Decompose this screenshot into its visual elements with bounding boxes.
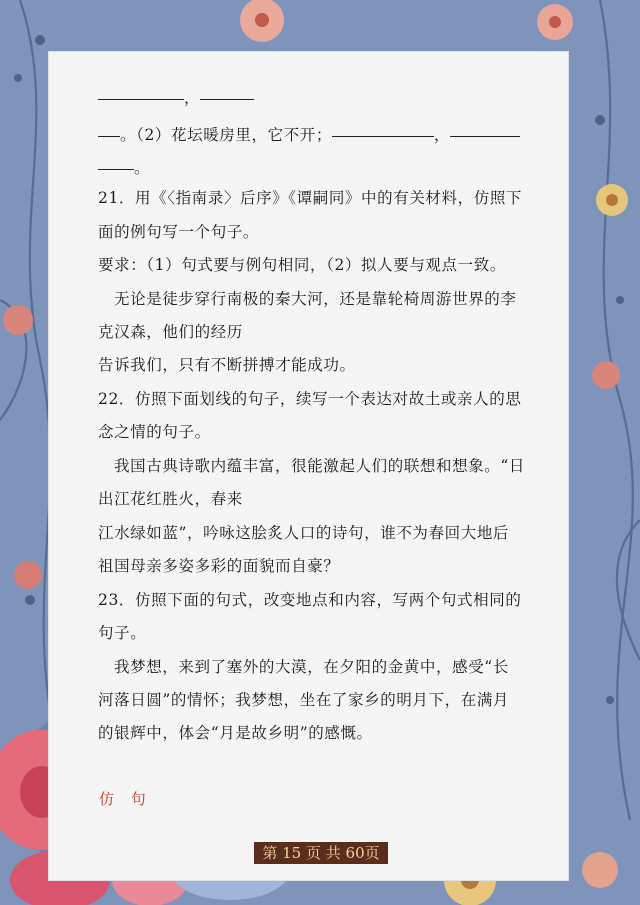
- section-tag: 仿 句: [99, 790, 152, 808]
- answer-blank: [98, 168, 134, 170]
- question-22-example-1: 我国古典诗歌内蕴丰富，很能激起人们的联想和想象。“日: [114, 457, 526, 475]
- line-1: ，: [98, 86, 254, 108]
- answer-blank: [450, 135, 520, 137]
- line-3: 。: [98, 156, 150, 178]
- question-21-example-1: 无论是徒步穿行南极的秦大河，还是靠轮椅周游世界的李: [114, 290, 517, 308]
- question-21-example-3: 告诉我们，只有不断拼搏才能成功。: [98, 356, 356, 374]
- question-23-example-2: 河落日圆”的情怀；我梦想，坐在了家乡的明月下，在满月: [98, 691, 510, 709]
- question-22-title: 22．仿照下面划线的句子，续写一个表达对故土或亲人的思: [98, 390, 522, 408]
- question-23-example-3: 的银辉中，体会“月是故乡明”的感慨。: [98, 724, 373, 742]
- line-2: 。（2）花坛暖房里，它不开； ，: [98, 123, 520, 145]
- question-21-title-cont: 面的例句写一个句子。: [98, 223, 260, 241]
- answer-blank: [332, 135, 434, 137]
- question-22-example-4: 祖国母亲多姿多彩的面貌而自豪？: [98, 557, 340, 575]
- page-number-badge: 第 15 页 共 60页: [254, 842, 388, 864]
- question-21-requirements: 要求：（1）句式要与例句相同，（2）拟人要与观点一致。: [98, 256, 506, 274]
- question-22-example-2: 出江花红胜火，春来: [98, 490, 243, 508]
- question-21-title: 21．用《〈指南录〉后序》《谭嗣同》中的有关材料，仿照下: [98, 189, 523, 207]
- question-21-example-2: 克汉森，他们的经历: [98, 323, 243, 341]
- question-23-example-1: 我梦想，来到了塞外的大漠，在夕阳的金黄中，感受“长: [114, 658, 509, 676]
- question-23-title-cont: 句子。: [98, 624, 147, 642]
- yellow-flower-right: [596, 184, 628, 216]
- answer-blank: [98, 98, 184, 100]
- question-22-example-3: 江水绿如蓝”，吟咏这脍炙人口的诗句，谁不为春回大地后: [98, 524, 510, 542]
- question-22-title-cont: 念之情的句子。: [98, 423, 211, 441]
- question-23-title: 23．仿照下面的句式，改变地点和内容，写两个句式相同的: [98, 591, 522, 609]
- answer-blank: [200, 98, 254, 100]
- peach-flower-top: [240, 0, 573, 42]
- answer-blank: [98, 135, 120, 137]
